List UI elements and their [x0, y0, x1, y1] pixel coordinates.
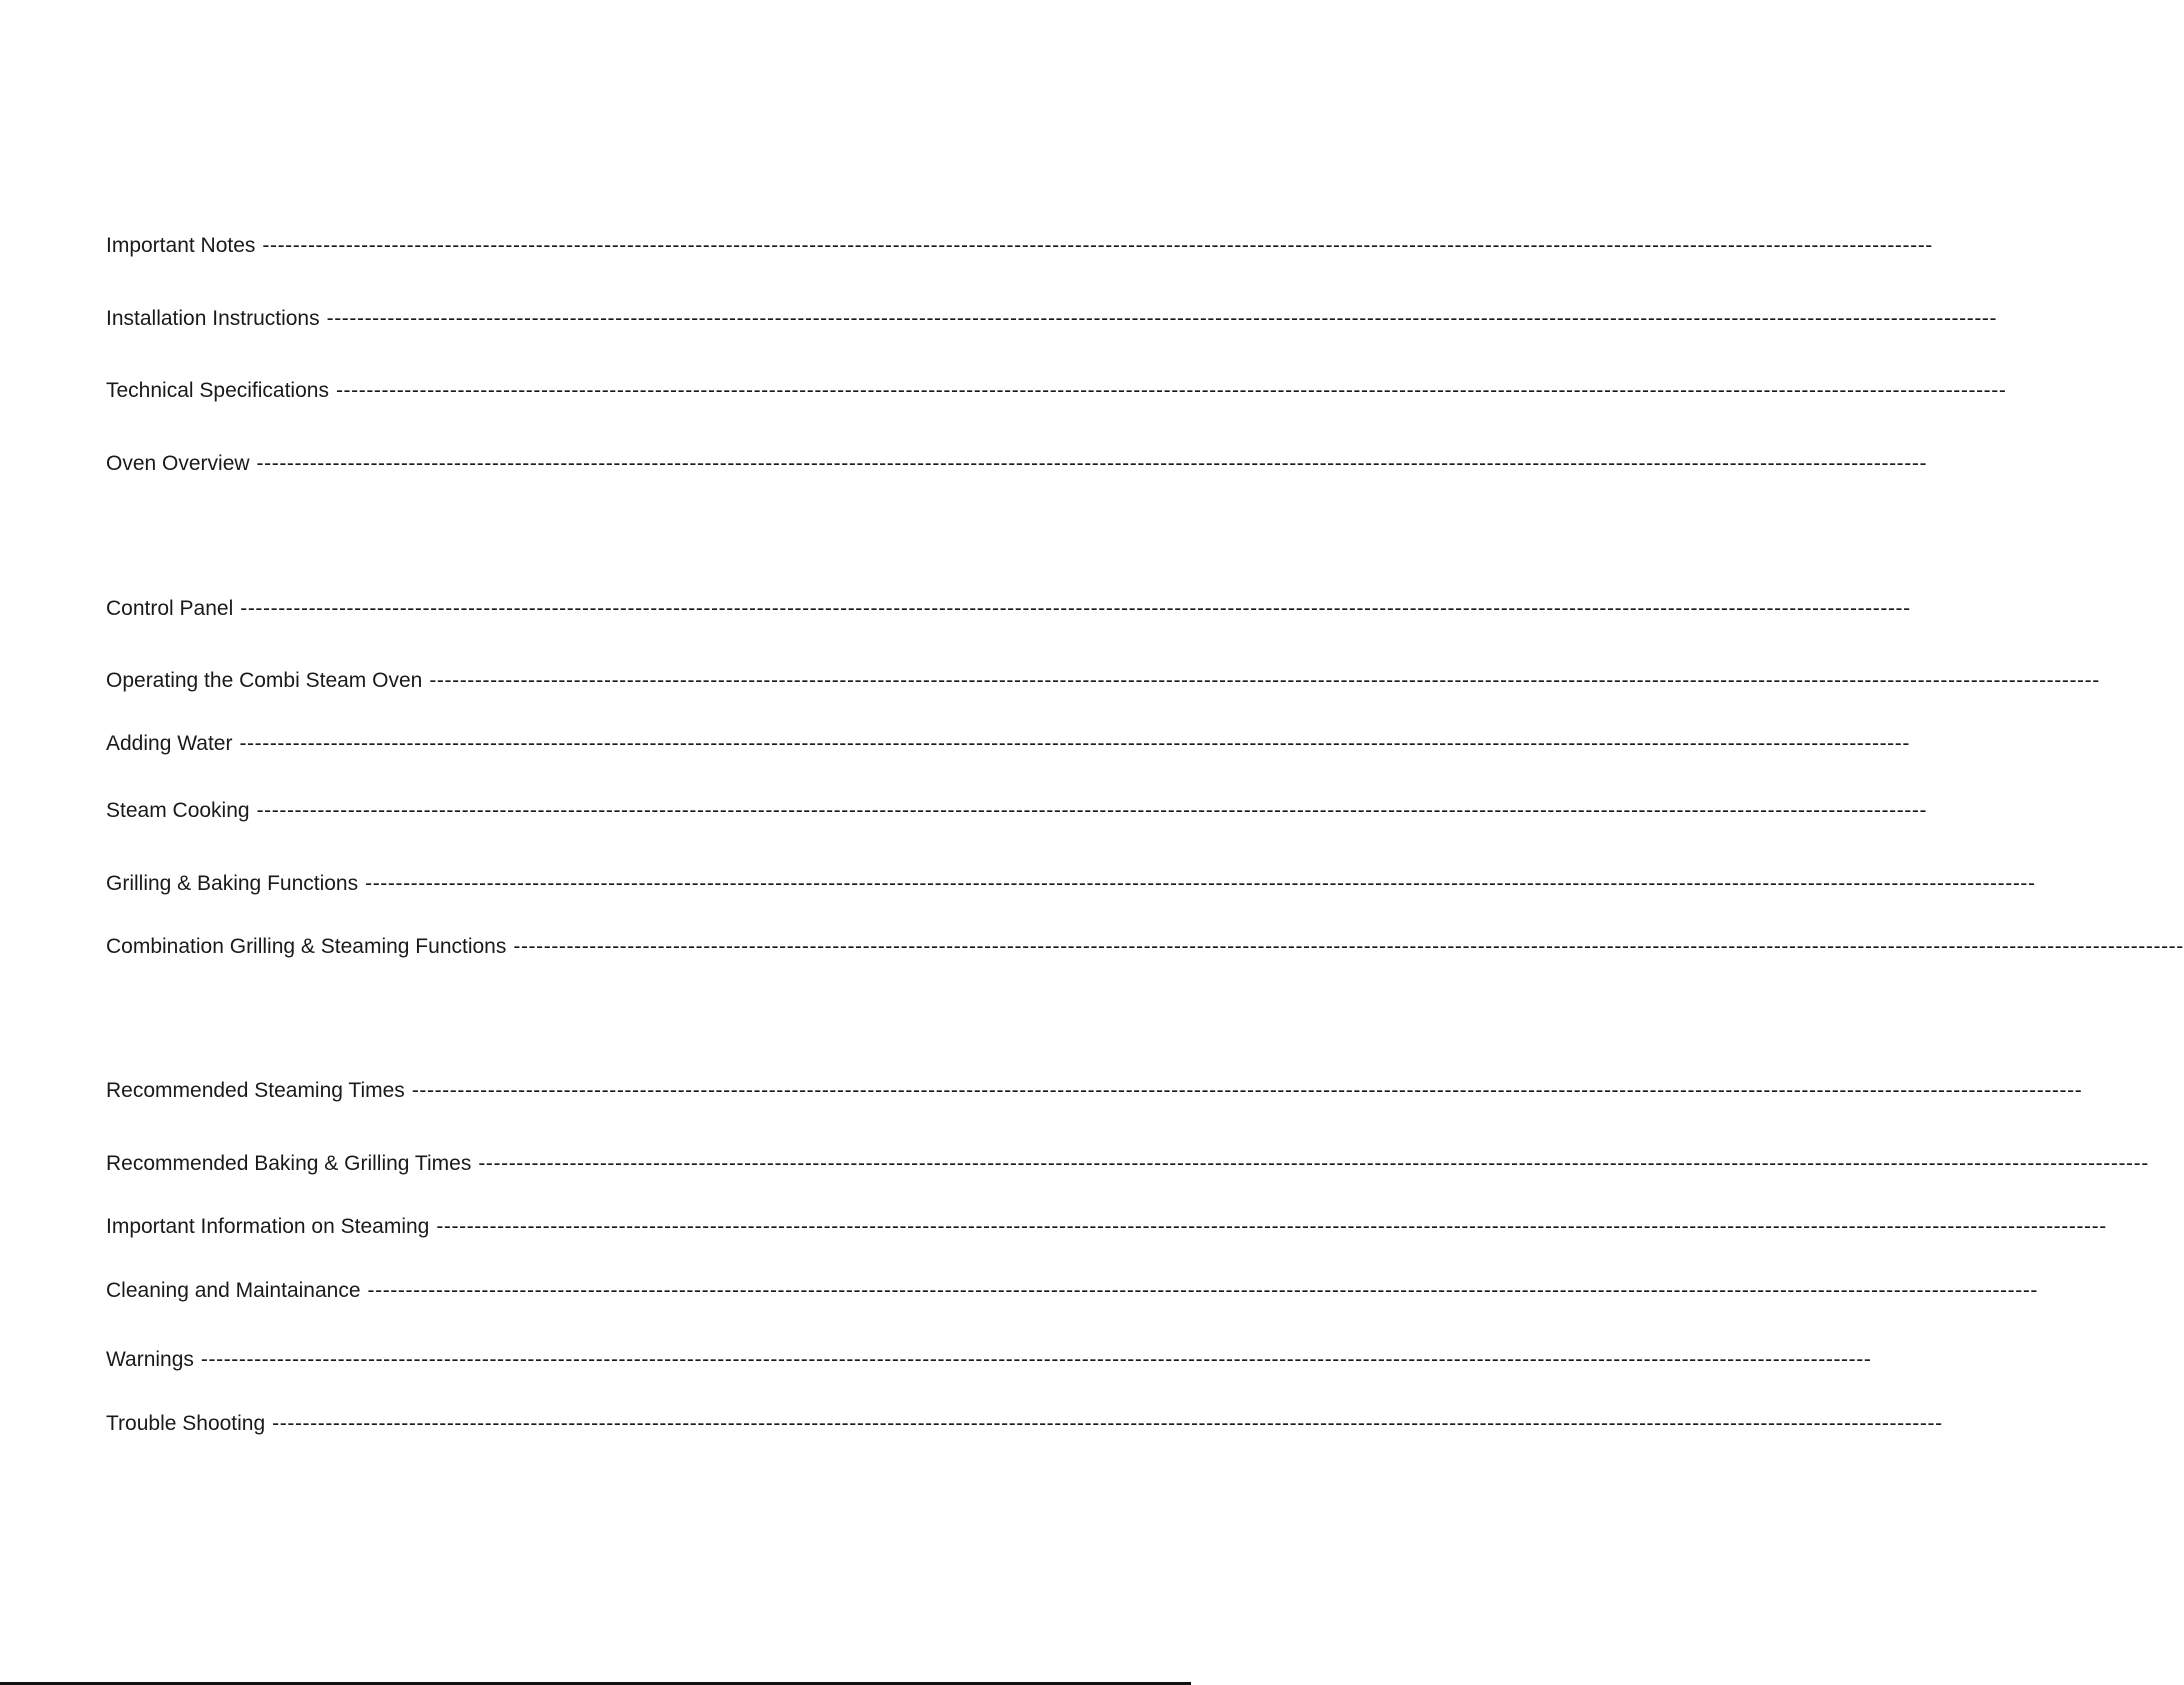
toc-entry-important-information-steaming[interactable]	[106, 1212, 2107, 1242]
toc-entry-title: Warnings	[106, 1348, 194, 1371]
toc-entry-title: Oven Overview	[106, 452, 250, 475]
toc-leader-dashes: ----------------------------------------------------------------------------------------------------------------------------------------------------------------------------------------------------------------------------	[256, 799, 1928, 822]
toc-entry-title: Recommended Steaming Times	[106, 1079, 405, 1102]
toc-leader-dashes: ----------------------------------------------------------------------------------------------------------------------------------------------------------------------------------------------------------------------------	[272, 1412, 1943, 1435]
toc-entry-title: Steam Cooking	[106, 799, 250, 822]
toc-leader-dashes: ----------------------------------------------------------------------------------------------------------------------------------------------------------------------------------------------------------------------------	[239, 732, 1910, 755]
toc-leader-dashes: ----------------------------------------------------------------------------------------------------------------------------------------------------------------------------------------------------------------------------	[367, 1279, 2039, 1302]
toc-entry-technical-specifications[interactable]	[106, 376, 2007, 406]
toc-entry-title: Important Notes	[106, 234, 256, 257]
toc-leader-dashes: ----------------------------------------------------------------------------------------------------------------------------------------------------------------------------------------------------------------------------	[256, 452, 1928, 475]
toc-entry-title: Control Panel	[106, 597, 234, 620]
toc-leader-dashes: ----------------------------------------------------------------------------------------------------------------------------------------------------------------------------------------------------------------------------	[429, 669, 2100, 692]
toc-leader-dashes: ----------------------------------------------------------------------------------------------------------------------------------------------------------------------------------------------------------------------------	[478, 1152, 2149, 1175]
toc-entry-title: Important Information on Steaming	[106, 1215, 430, 1238]
toc-leader-dashes: ----------------------------------------------------------------------------------------------------------------------------------------------------------------------------------------------------------------------------	[436, 1215, 2107, 1238]
toc-entry-important-notes[interactable]	[106, 231, 1933, 261]
toc-entry-steam-cooking[interactable]	[106, 796, 1928, 826]
toc-entry-recommended-steaming-times[interactable]	[106, 1076, 2083, 1106]
toc-entry-title: Trouble Shooting	[106, 1412, 266, 1435]
toc-entry-title: Adding Water	[106, 732, 233, 755]
toc-entry-operating-combi-steam-oven[interactable]	[106, 666, 2100, 696]
toc-entry-cleaning-maintainance[interactable]	[106, 1276, 2039, 1306]
toc-entry-title: Operating the Combi Steam Oven	[106, 669, 423, 692]
toc-entry-title: Combination Grilling & Steaming Functions	[106, 935, 507, 958]
toc-leader-dashes: ----------------------------------------------------------------------------------------------------------------------------------------------------------------------------------------------------------------------------	[365, 872, 2036, 895]
toc-entry-combination-grilling-steaming[interactable]	[106, 932, 2184, 962]
toc-entry-trouble-shooting[interactable]	[106, 1409, 1943, 1439]
toc-leader-dashes: ----------------------------------------------------------------------------------------------------------------------------------------------------------------------------------------------------------------------------	[200, 1348, 1872, 1371]
toc-entry-adding-water[interactable]	[106, 729, 1910, 759]
toc-entry-title: Recommended Baking & Grilling Times	[106, 1152, 472, 1175]
toc-entry-title: Cleaning and Maintainance	[106, 1279, 361, 1302]
toc-leader-dashes: ----------------------------------------------------------------------------------------------------------------------------------------------------------------------------------------------------------------------------	[326, 307, 1998, 330]
toc-leader-dashes: ----------------------------------------------------------------------------------------------------------------------------------------------------------------------------------------------------------------------------	[262, 234, 1933, 257]
toc-entry-control-panel[interactable]	[106, 594, 1911, 624]
toc-entry-grilling-baking-functions[interactable]	[106, 869, 2036, 899]
toc-leader-dashes: ----------------------------------------------------------------------------------------------------------------------------------------------------------------------------------------------------------------------------	[411, 1079, 2083, 1102]
toc-entry-warnings[interactable]	[106, 1345, 1872, 1375]
toc-leader-dashes: ----------------------------------------------------------------------------------------------------------------------------------------------------------------------------------------------------------------------------	[240, 597, 1911, 620]
toc-entry-installation-instructions[interactable]	[106, 304, 1998, 334]
toc-entry-title: Installation Instructions	[106, 307, 320, 330]
toc-entry-title: Grilling & Baking Functions	[106, 872, 359, 895]
toc-entry-title: Technical Specifications	[106, 379, 329, 402]
toc-leader-dashes: ----------------------------------------------------------------------------------------------------------------------------------------------------------------------------------------------------------------------------	[513, 935, 2184, 958]
toc-leader-dashes: ----------------------------------------------------------------------------------------------------------------------------------------------------------------------------------------------------------------------------	[335, 379, 2007, 402]
toc-entry-oven-overview[interactable]	[106, 449, 1928, 479]
toc-entry-recommended-baking-grilling-times[interactable]	[106, 1149, 2149, 1179]
